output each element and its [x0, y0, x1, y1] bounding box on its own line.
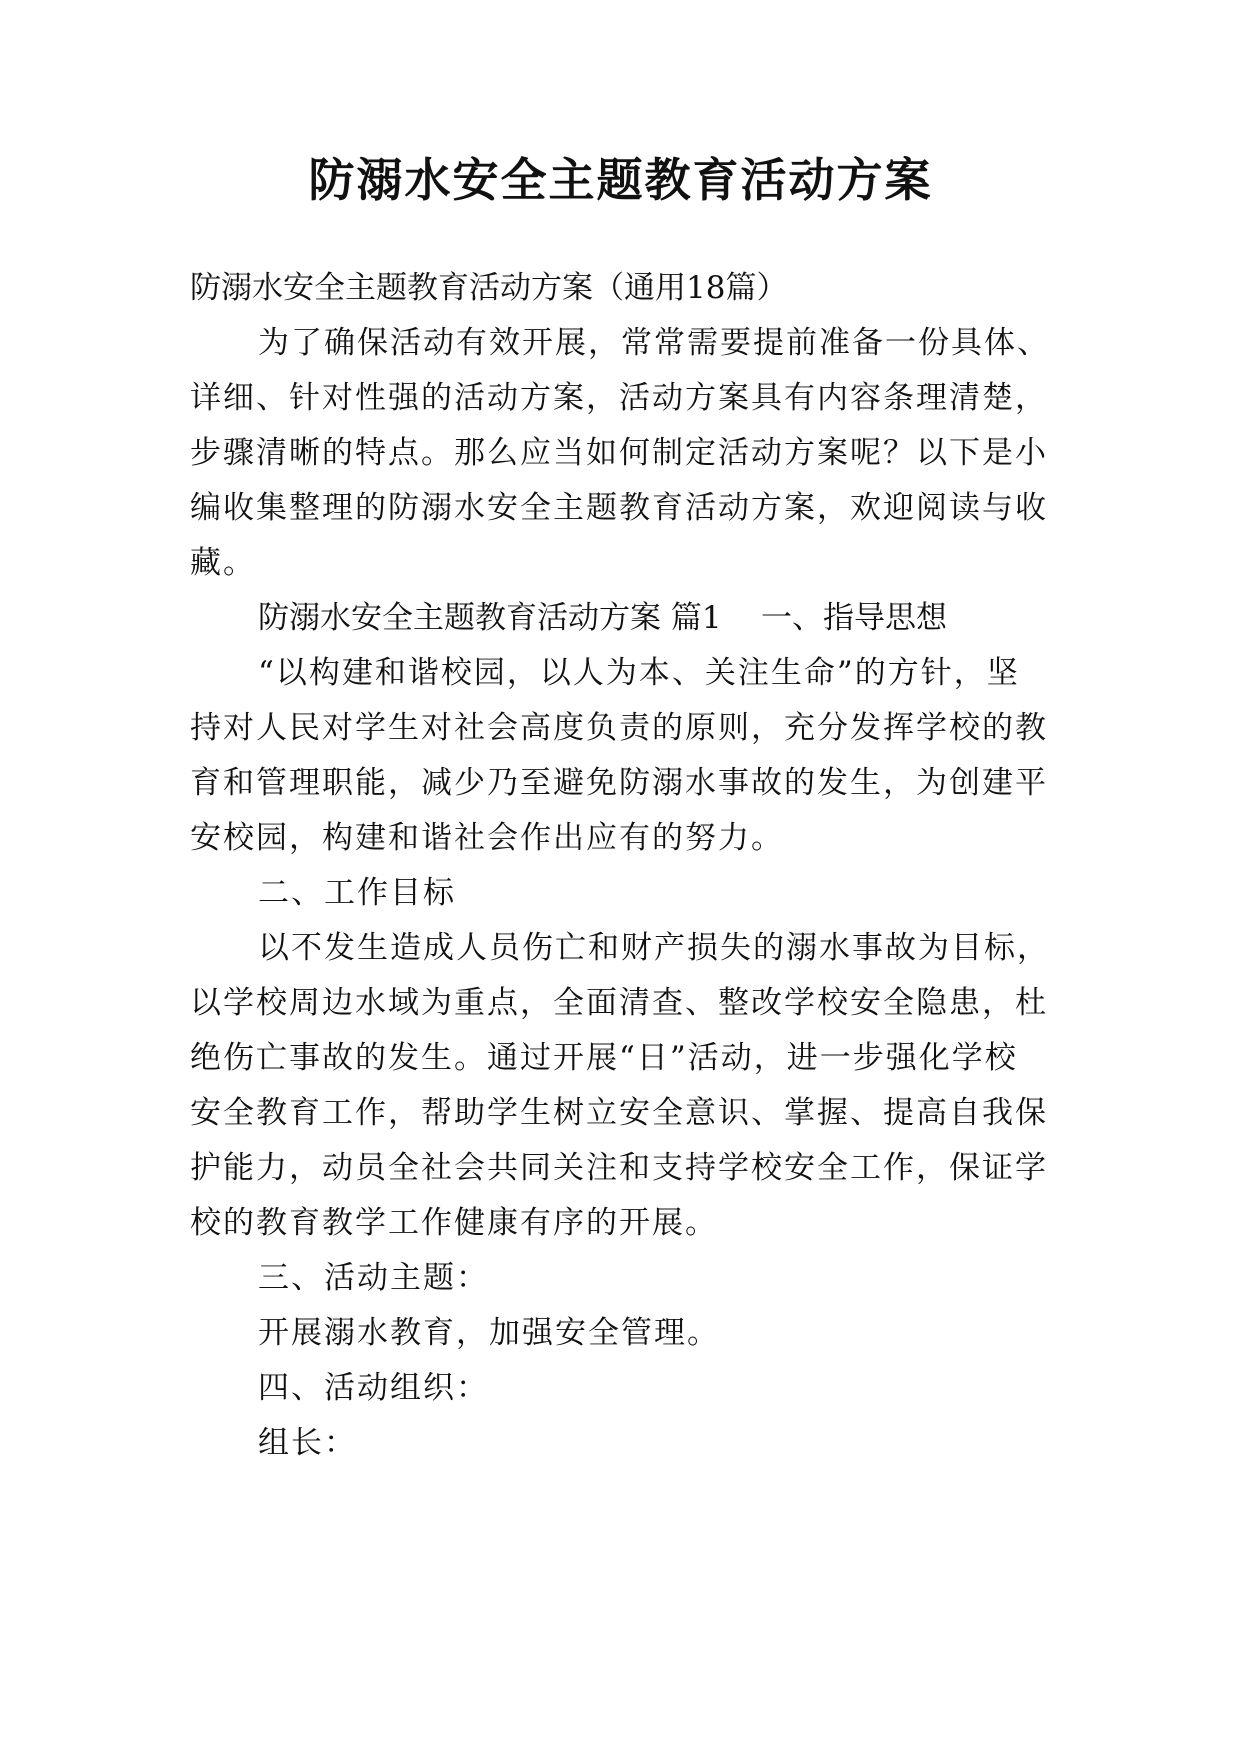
section-heading: 三、活动主题： — [258, 1260, 489, 1296]
paragraph-line: 安全教育工作，帮助学生树立安全意识、掌握、提高自我保 — [190, 1095, 1048, 1131]
paragraph-line: 校的教育教学工作健康有序的开展。 — [190, 1205, 718, 1241]
paragraph-line: 步骤清晰的特点。那么应当如何制定活动方案呢？以下是小 — [190, 435, 1048, 471]
paragraph-line: 绝伤亡事故的发生。通过开展“日”活动，进一步强化学校 — [190, 1040, 1018, 1076]
section-heading: 防溺水安全主题教育活动方案 篇1 一、指导思想 — [258, 600, 947, 636]
paragraph-line: 以不发生造成人员伤亡和财产损失的溺水事故为目标， — [258, 930, 1050, 966]
paragraph-line: 育和管理职能，减少乃至避免防溺水事故的发生，为创建平 — [190, 765, 1048, 801]
paragraph-line: 护能力，动员全社会共同关注和支持学校安全工作，保证学 — [190, 1150, 1048, 1186]
paragraph-line: 安校园，构建和谐社会作出应有的努力。 — [190, 820, 784, 856]
section-heading: 四、活动组织： — [258, 1370, 489, 1406]
section-heading: 二、工作目标 — [258, 875, 456, 911]
paragraph-line: 组长： — [258, 1425, 357, 1461]
document-title: 防溺水安全主题教育活动方案 — [308, 153, 933, 207]
paragraph-line: 藏。 — [190, 545, 256, 581]
document-subtitle: 防溺水安全主题教育活动方案（通用18篇） — [190, 270, 788, 306]
paragraph-line: 详细、针对性强的活动方案，活动方案具有内容条理清楚， — [190, 380, 1048, 416]
paragraph-line: 编收集整理的防溺水安全主题教育活动方案，欢迎阅读与收 — [190, 490, 1048, 526]
paragraph-line: 开展溺水教育，加强安全管理。 — [258, 1315, 720, 1351]
paragraph-line: 以学校周边水域为重点，全面清查、整改学校安全隐患，杜 — [190, 985, 1048, 1021]
paragraph-line: “以构建和谐校园，以人为本、关注生命”的方针，坚 — [258, 655, 1020, 691]
paragraph-line: 为了确保活动有效开展，常常需要提前准备一份具体、 — [258, 325, 1050, 361]
paragraph-line: 持对人民对学生对社会高度负责的原则，充分发挥学校的教 — [190, 710, 1048, 746]
